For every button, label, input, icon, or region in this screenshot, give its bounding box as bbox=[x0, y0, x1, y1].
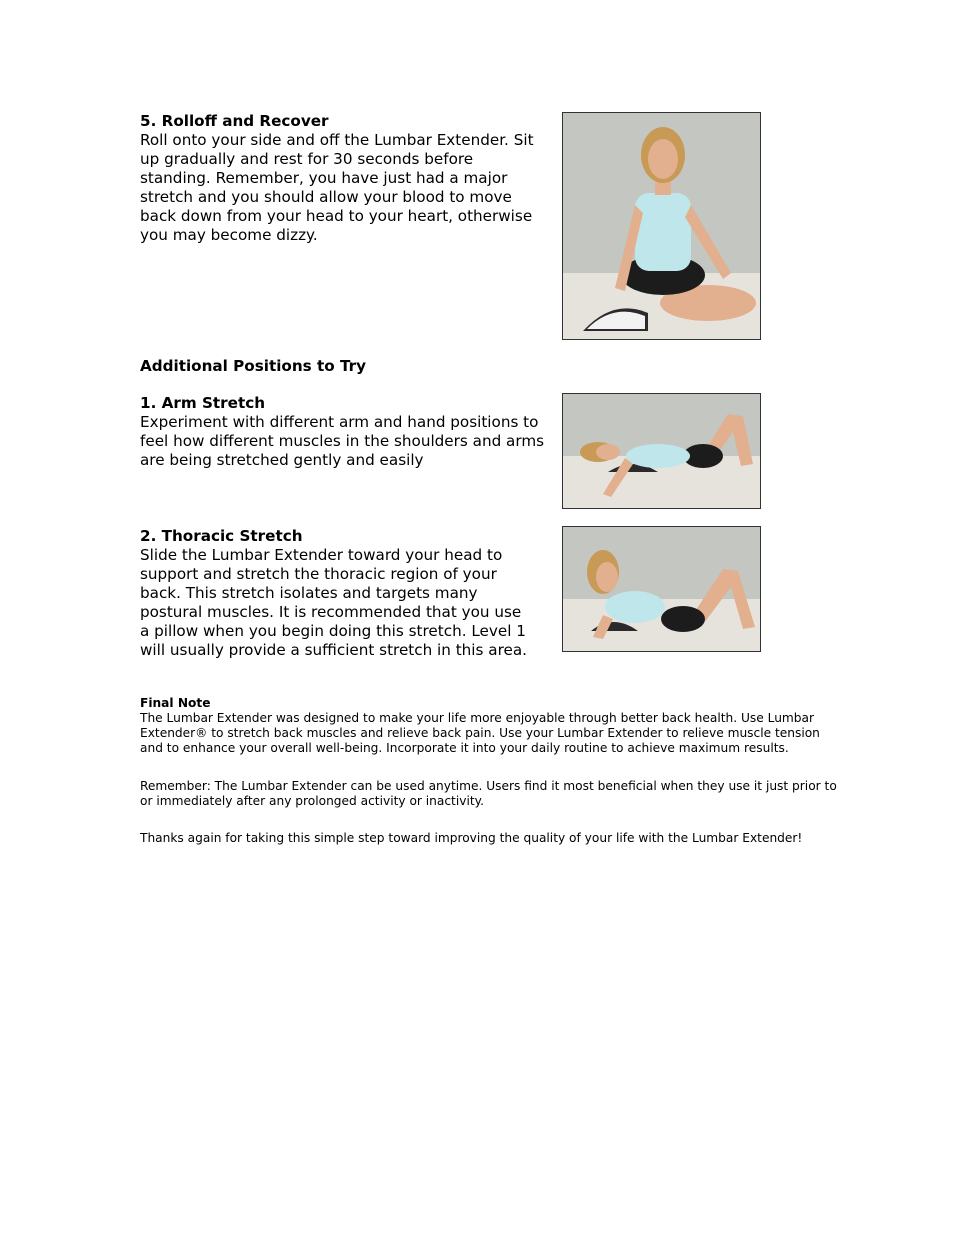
thanks-note bbox=[140, 831, 845, 846]
rolloff-title: 5. Rolloff and Recover bbox=[140, 112, 329, 130]
final-note-paragraph-1: The Lumbar Extender was designed to make your life more enjoyable through better back health. Use Lumbar Extender® to stretch back muscles and relieve back pain. Use your Lumbar Extender to relieve muscle tension and to enhance your overall well-being. Incorporate it into your daily routine to achieve maximum results. bbox=[140, 711, 820, 755]
arm-stretch-photo bbox=[562, 393, 761, 509]
additional-positions-heading: Additional Positions to Try bbox=[140, 357, 367, 375]
rolloff-body: Roll onto your side and off the Lumbar Extender. Sit up gradually and rest for 30 seconds before standing. Remember, you have just had a major stretch and you should allow your blood to move back down from your head to your heart, otherwise you may become dizzy. bbox=[140, 131, 534, 244]
final-note-title: Final Note bbox=[140, 696, 211, 710]
arm-stretch-section bbox=[140, 394, 545, 470]
arm-stretch-body: Experiment with different arm and hand positions to feel how different muscles in the shoulders and arms are being stretched gently and easily bbox=[140, 413, 545, 469]
thoracic-stretch-section bbox=[140, 527, 535, 660]
final-note-paragraph-3: Thanks again for taking this simple step toward improving the quality of your life with the Lumbar Extender! bbox=[140, 831, 803, 845]
rolloff-section bbox=[140, 112, 540, 245]
remember-note bbox=[140, 779, 845, 809]
arm-stretch-title: 1. Arm Stretch bbox=[140, 394, 266, 412]
final-note bbox=[140, 696, 845, 756]
thoracic-stretch-photo bbox=[562, 526, 761, 652]
final-note-paragraph-2: Remember: The Lumbar Extender can be used anytime. Users find it most beneficial when they use it just prior to or immediately after any prolonged activity or inactivity. bbox=[140, 779, 837, 808]
thoracic-stretch-title: 2. Thoracic Stretch bbox=[140, 527, 303, 545]
thoracic-stretch-body: Slide the Lumbar Extender toward your head to support and stretch the thoracic region of your back. This stretch isolates and targets many postural muscles. It is recommended that you use a pillow when you begin doing this stretch. Level 1 will usually provide a sufficient stretch in this area. bbox=[140, 546, 527, 659]
rolloff-photo bbox=[562, 112, 761, 340]
